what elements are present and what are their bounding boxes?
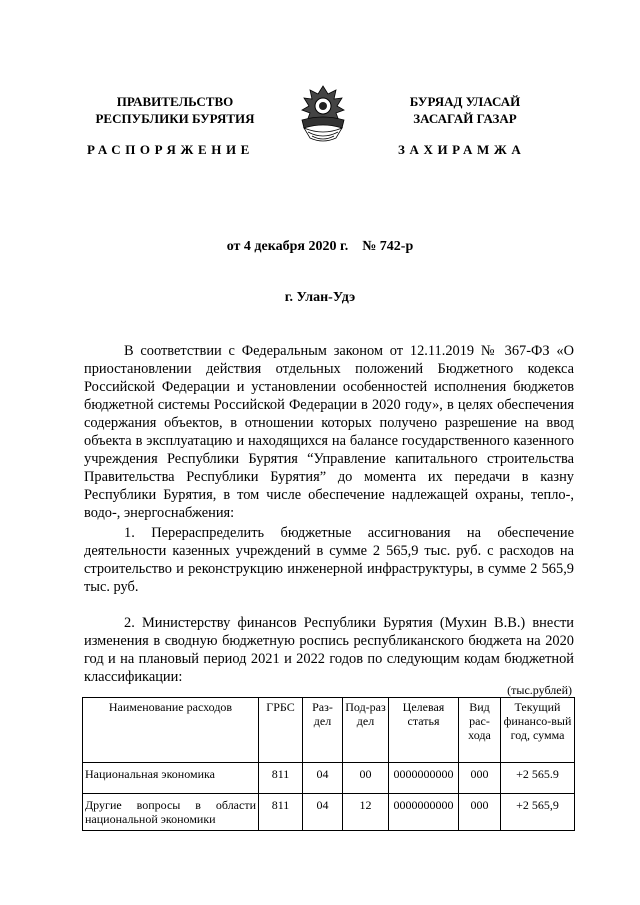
cell-grbs: 811: [259, 763, 303, 794]
cell-vid: 000: [459, 763, 501, 794]
cell-grbs: 811: [259, 794, 303, 831]
doc-type-left: РАСПОРЯЖЕНИЕ: [87, 142, 254, 157]
coat-of-arms-icon: [296, 84, 350, 148]
header-left-block: [80, 93, 270, 127]
cell-name: Национальная экономика: [83, 763, 259, 794]
cell-name: Другие вопросы в области национальной экономики: [83, 794, 259, 831]
col-header-name: Наименование расходов: [83, 698, 259, 763]
table-row: [83, 794, 575, 831]
cell-razdel: 04: [303, 794, 343, 831]
cell-sum: +2 565.9: [501, 763, 575, 794]
col-header-vid: Вид рас-хода: [459, 698, 501, 763]
date-number-line: [0, 239, 640, 255]
col-header-target: Целевая статья: [389, 698, 459, 763]
cell-razdel: 04: [303, 763, 343, 794]
document-number: № 742-р: [362, 239, 414, 254]
paragraph-item-2: 2. Министерству финансов Республики Бурятия (Мухин В.В.) внести изменения в сводную бюджетную роспись республиканского бюджета на 2020 год и на плановый период 2021 и 2022 годов по следующим кодам бюджетной классификации:: [84, 615, 574, 685]
cell-podrazdel: 12: [343, 794, 389, 831]
table-units: (тыс.рублей): [507, 683, 572, 697]
header-left-line2: РЕСПУБЛИКИ БУРЯТИЯ: [95, 111, 255, 126]
col-header-podrazdel: Под-раз дел: [343, 698, 389, 763]
col-header-grbs: ГРБС: [259, 698, 303, 763]
budget-table: [82, 697, 575, 831]
header-right-line1: БУРЯАД УЛАСАЙ: [409, 94, 521, 109]
cell-sum: +2 565,9: [501, 794, 575, 831]
col-header-razdel: Раз-дел: [303, 698, 343, 763]
cell-vid: 000: [459, 794, 501, 831]
document-date: от 4 декабря 2020 г.: [226, 239, 349, 254]
cell-target: 0000000000: [389, 763, 459, 794]
header-right-line2: ЗАСАГАЙ ГАЗАР: [413, 111, 517, 126]
header-right-block: [370, 93, 560, 127]
city: г. Улан-Удэ: [284, 290, 356, 305]
table-row: [83, 763, 575, 794]
paragraph-preamble: В соответствии с Федеральным законом от 12.11.2019 № 367-ФЗ «О приостановлении действия отдельных положений Бюджетного кодекса Российской Федерации и установлении особенностей исполнения бюджетов бюджетной системы Российской Федерации в 2020 году», в целях обеспечения содержания объектов, в отношении которых получено разрешение на ввод объекта в эксплуатацию и находящихся на балансе государственного казенного учреждения Республики Бурятия “Управление капитального строительства Правительства Республики Бурятия” до момента их передачи в казну Республики Бурятия, в том числе обеспечение надлежащей охраны, тепло-, водо-, энергоснабжения:: [84, 343, 574, 521]
paragraph-item-1: 1. Перераспределить бюджетные ассигнования на обеспечение деятельности казенных учреждений в сумме 2 565,9 тыс. руб. с расходов на строительство и реконструкцию инженерной инфраструктуры, в сумме 2 565,9 тыс. руб.: [84, 525, 574, 595]
doc-type-right: ЗАХИРАМЖА: [398, 142, 526, 157]
table-header-row: [83, 698, 575, 763]
cell-target: 0000000000: [389, 794, 459, 831]
cell-podrazdel: 00: [343, 763, 389, 794]
col-header-sum: Текущий финансо-вый год, сумма: [501, 698, 575, 763]
header-left-line1: ПРАВИТЕЛЬСТВО: [116, 94, 234, 109]
